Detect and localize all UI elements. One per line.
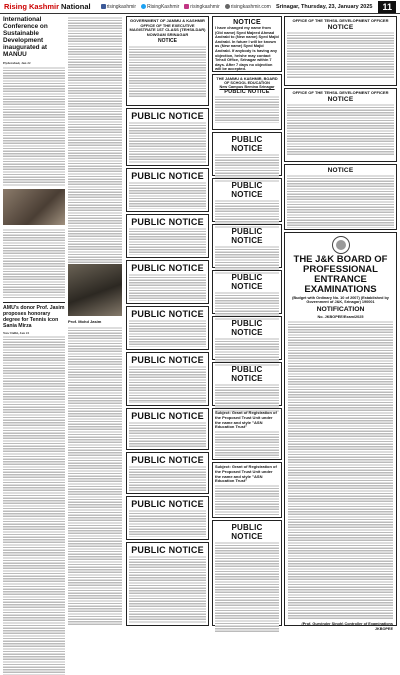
public-notice-title: PUBLIC NOTICE	[231, 365, 263, 383]
instagram-icon	[184, 4, 189, 9]
gov-line-3: NOWGAM SRINAGAR	[146, 31, 189, 37]
article-body-4	[68, 326, 122, 626]
school-board-notice	[212, 74, 282, 130]
article-headline-2: AMU's donor Prof. Jasim proposes honorary degree for Tennis icon Sania Mirza	[3, 302, 65, 329]
public-notice-body	[129, 319, 206, 347]
public-notice-title: PUBLIC NOTICE	[131, 171, 204, 181]
public-notice-15	[212, 316, 282, 360]
school-board-title: THE JAMMU & KASHMIR, BOARD OF SCHOOL EDUCATION	[216, 77, 278, 85]
public-notice-9	[126, 496, 209, 540]
public-notice-title: PUBLIC NOTICE	[131, 499, 204, 509]
photo-caption: Prof. Mohd Jasim	[68, 319, 102, 324]
public-notice-body	[129, 365, 206, 403]
public-notice-12	[212, 178, 282, 222]
trust-registration-notice-1	[212, 408, 282, 460]
social-twitter[interactable]: RisingKashmir	[141, 4, 179, 10]
jkbopee-signatory: (Prof. Gurvinder Singh) Controller of Examinations JKBOPEE	[301, 622, 393, 631]
public-notice-title: PUBLIC NOTICE	[231, 181, 263, 199]
public-notice-2	[126, 168, 209, 212]
jkbopee-notification	[284, 232, 397, 631]
article-body-continued	[3, 228, 65, 298]
public-notice-title: PUBLIC NOTICE	[131, 455, 204, 465]
public-notice-title: PUBLIC NOTICE	[231, 273, 263, 291]
facebook-icon	[101, 4, 106, 9]
twitter-icon	[141, 4, 146, 9]
trust-notice-body	[215, 430, 279, 458]
tehsil-notice-2	[284, 88, 397, 162]
issue-date: Srinagar, Thursday, 23, January 2025	[275, 3, 373, 10]
public-notice-title: PUBLIC NOTICE	[231, 523, 263, 541]
public-notice-body	[129, 555, 206, 623]
public-notice-body	[129, 509, 206, 537]
gov-line-2: OFFICE OF THE EXECUTIVE MAGISTRATE 1ST CLASS (TEHSILDAR)	[129, 22, 206, 33]
public-notice-title: PUBLIC NOTICE	[231, 135, 263, 153]
social-website[interactable]: risingkashmir.com	[225, 4, 271, 10]
public-notice-title: PUBLIC NOTICE	[131, 355, 204, 365]
gov-notice-title: NOTICE	[158, 38, 177, 45]
public-notice-title: PUBLIC NOTICE	[131, 309, 204, 319]
name-change-title: NOTICE	[233, 19, 261, 26]
public-notice-title: PUBLIC NOTICE	[131, 263, 204, 273]
public-notice-body	[215, 541, 279, 633]
public-notice-body	[129, 181, 206, 209]
article-body-3	[68, 16, 122, 264]
tehsil-notice-body-2	[287, 103, 394, 155]
public-notice-3	[126, 214, 209, 258]
public-notice-body	[129, 421, 206, 447]
public-notice-7	[126, 408, 209, 450]
public-notice-14	[212, 270, 282, 314]
public-notice-body	[129, 227, 206, 255]
jkbopee-heading: THE J&K BOARD OF PROFESSIONAL ENTRANCE EXAMINATIONS	[293, 254, 388, 295]
tehsil-notice-title-2: NOTICE	[327, 95, 354, 103]
tehsil-notice-title-1: NOTICE	[327, 23, 354, 31]
gov-notice-body	[129, 45, 206, 97]
public-notice-10	[126, 542, 209, 626]
public-notice-16	[212, 362, 282, 406]
article-body-2	[3, 335, 65, 675]
public-notice-title: PUBLIC NOTICE	[131, 411, 204, 421]
public-notice-6	[126, 352, 209, 406]
trust-notice-subject: Subject: Grant of Registration of the Proposed Trust Unit under the name and style "ASN Education Trust"	[215, 464, 277, 484]
article-dateline: Hyderabad, Jan 22	[3, 61, 31, 65]
tehsil-notice-1	[284, 16, 397, 86]
page-number: 11	[378, 1, 396, 13]
tehsil-notice-body-3	[287, 174, 394, 228]
article-column-1	[3, 16, 65, 628]
article-headline: International Conference on Sustainable Development inaugurated at MANUU	[3, 16, 48, 58]
name-change-body: I have changed my name from (Old name) Syed Majeed Ahmad Andrabi to (New name) Syed Majid Andrabi. In future I will be known as (New name) Syed Majid Andrabi. If anybody is having any objection, he/she may contact Tehsil Office, Srinagar within 7 days. After 7 days no objection will be accepted.	[215, 25, 279, 72]
jkbopee-subheading: (Budget with Ordinary No. 10 of 2007) (Established by Government of J&K, Srinagar) 190001	[292, 296, 389, 305]
tehsil-notice-title-3: NOTICE	[327, 167, 354, 174]
public-notice-17	[212, 520, 282, 626]
school-notice-title: PUBLIC NOTICE	[224, 89, 270, 95]
public-notice-4	[126, 260, 209, 304]
tehsil-notice-3	[284, 164, 397, 230]
social-instagram[interactable]: risingkashmir	[184, 4, 219, 10]
board-seal-icon	[332, 236, 350, 254]
public-notice-8	[126, 452, 209, 494]
section-label: National	[61, 2, 91, 11]
public-notice-body	[129, 465, 206, 491]
public-notice-title: PUBLIC NOTICE	[131, 111, 204, 121]
school-board-subtitle: New Campus Bemina Srinagar	[219, 85, 275, 89]
public-notice-body	[129, 121, 206, 163]
public-notice-body	[129, 273, 206, 301]
globe-icon	[225, 4, 230, 9]
public-notice-title: PUBLIC NOTICE	[231, 319, 263, 337]
gov-line-1: GOVERNMENT OF JAMMU & KASHMIR	[130, 18, 205, 23]
public-notice-5	[126, 306, 209, 350]
trust-notice-subject: Subject: Grant of Registration of the Proposed Trust Unit under the name and style "ASN Education Trust"	[215, 410, 277, 430]
trust-registration-notice-2	[212, 462, 282, 518]
public-notice-13	[212, 224, 282, 268]
article-photo	[3, 189, 65, 225]
public-notice-title: PUBLIC NOTICE	[131, 217, 204, 227]
tehsil-office-title-1: OFFICE OF THE TEHSIL DEVELOPMENT OFFICER	[292, 18, 389, 23]
public-notice-11	[212, 132, 282, 176]
jkbopee-notification-title: NOTIFICATION	[316, 305, 365, 313]
article-dateline-2: New Delhi, Jan 22	[3, 330, 30, 335]
social-facebook[interactable]: risingkashmir	[101, 4, 136, 10]
school-notice-body	[215, 95, 279, 123]
article-column-2	[68, 16, 122, 628]
brand-name: Rising Kashmir	[4, 2, 60, 11]
social-links	[101, 4, 271, 10]
public-notice-title: PUBLIC NOTICE	[131, 545, 204, 555]
trust-notice-body	[215, 484, 279, 516]
jkbopee-notification-number: No. JKBOPEE/Exam/2025	[317, 314, 364, 319]
public-notice-title: PUBLIC NOTICE	[231, 227, 263, 245]
name-change-notice	[212, 16, 282, 72]
jkbopee-notification-body	[288, 320, 393, 620]
tehsil-office-title-2: OFFICE OF THE TEHSIL DEVELOPMENT OFFICER	[292, 90, 389, 95]
public-notice-1	[126, 108, 209, 166]
portrait-photo	[68, 264, 122, 316]
tehsil-notice-body-1	[287, 31, 394, 79]
government-notice	[126, 16, 209, 106]
masthead	[0, 0, 400, 14]
article-body	[3, 66, 65, 186]
